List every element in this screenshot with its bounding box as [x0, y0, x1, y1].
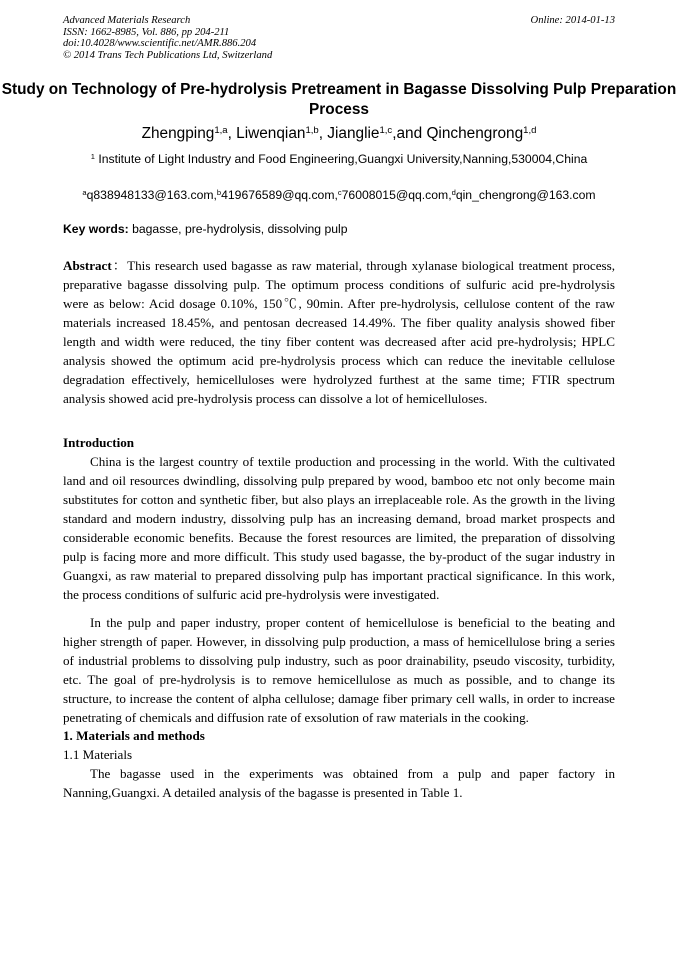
email-list: $^a$q838948133@163.com,$^b$419676589@qq.com,$^c$76008015@qq.com,$^d$qin_chengrong@163.com	[82, 187, 596, 202]
copyright-line: © 2014 Trans Tech Publications Ltd, Switzerland	[63, 49, 273, 61]
affiliation: $^1$ Institute of Light Industry and Food Engineering,Guangxi University,Nanning,530004,China	[90, 151, 588, 166]
author: Liwenqian$^{1,b}$,	[236, 124, 328, 142]
keywords	[63, 222, 348, 237]
materials-subheading: 1.1 Materials	[63, 747, 133, 762]
materials-methods-heading: 1. Materials and methods	[63, 728, 205, 743]
author: and Qinchengrong$^{1,d}$	[396, 124, 537, 142]
abstract-text: This research used bagasse as raw material, through xylanase biological treatment process, preparative bagasse dissolving pulp. The optimum process conditions of sulfuric acid pre-hydrolysis were as below: Acid dosage 0.10%, 150℃, 90min. After pre-hydrolysis, cellulose content of the raw materials increased 18.45%, and pentosan decreased 14.49%. The fiber quality analysis showed fiber length and width were reduced, the tiny fiber content was decreased after acid pre-hydrolysis; HPLC analysis showed the optimum acid pre-hydrolysis process which can reduce the inevitable cellulose degradation effectively, hemicelluloses were hydrolyzed furthest at the same time; FTIR spectrum analysis showed acid pre-hydrolysis process can dissolve a lot of hemicelluloses.	[63, 258, 615, 407]
introduction-paragraph: China is the largest country of textile production and processing in the world. With the cultivated land and oil resources dwindling, dissolving pulp prepared by wood, bamboo etc not only become main substitutes for cotton and synthetic fiber, but also plays an irreplaceable role. As the growth in the living standard and modern industry, dissolving pulp has an increasing demand, broad market prospects and considerable economic benefits. Because the forest resources are limited, the preparation of dissolving pulp is facing more and more difficult. This study used bagasse, the by-product of the sugar industry in Guangxi, as raw material to prepared dissolving pulp has important practical significance. In this work, the process conditions of sulfuric acid pre-hydrolysis were investigated.	[63, 454, 615, 603]
abstract: Abstract：This research used bagasse as raw material, through xylanase biological treatment process, preparative bagasse dissolving pulp. The optimum process conditions of sulfuric acid pre-hydrolysis were as below: Acid dosage 0.10%, 150℃, 90min. After pre-hydrolysis, cellulose content of the raw materials increased 18.45%, and pentosan decreased 14.49%. The fiber quality analysis showed fiber length and width were reduced, the tiny fiber content was decreased after acid pre-hydrolysis; HPLC analysis showed the optimum acid pre-hydrolysis process which can reduce the inevitable cellulose degradation effectively, hemicelluloses were hydrolyzed furthest at the same time; FTIR spectrum analysis showed acid pre-hydrolysis process can dissolve a lot of hemicelluloses.	[63, 258, 615, 407]
introduction-paragraph: In the pulp and paper industry, proper content of hemicellulose is beneficial to the beating and higher strength of paper. However, in dissolving pulp production, a mass of hemicellulose bring a series of industrial problems to dissolving pulp industry, such as poor drainability, pseudo viscosity, turbidity, etc. The goal of pre-hydrolysis is to remove hemicellulose as much as possible, and to change its structure, to increase the content of alpha cellulose; damage fiber primary cell walls, in order to increase penetrating of chemicals and diffusion rate of exsolution of raw materials in the cooking.	[63, 615, 615, 726]
email-link[interactable]: q838948133@163.com	[86, 188, 214, 202]
keywords-text: bagasse, pre-hydrolysis, dissolving pulp	[128, 222, 348, 236]
introduction-heading: Introduction	[63, 435, 135, 450]
issn-line: ISSN: 1662-8985, Vol. 886, pp 204-211	[63, 26, 230, 38]
keywords-label: Key words:	[63, 222, 129, 236]
author: Jianglie$^{1,c}$,	[327, 124, 397, 142]
paper-title: Study on Technology of Pre-hydrolysis Pretreament in Bagasse Dissolving Pulp Preparation Process	[1, 81, 677, 118]
journal-name: Advanced Materials Research	[63, 15, 191, 26]
abstract-label: Abstract	[63, 258, 112, 273]
email-link[interactable]: qin_chengrong@163.com	[455, 188, 596, 202]
email-link[interactable]: 419676589@qq.com	[221, 188, 335, 202]
author: Zhengping$^{1,a}$,	[141, 124, 237, 142]
author-list	[0, 124, 678, 146]
materials-paragraph: The bagasse used in the experiments was obtained from a pulp and paper factory in Nanning,Guangxi. A detailed analysis of the bagasse is presented in Table 1.	[63, 766, 615, 801]
email-link[interactable]: 76008015@qq.com	[341, 188, 449, 202]
doi-line: doi:10.4028/www.scientific.net/AMR.886.204	[63, 38, 257, 49]
online-date: Online: 2014-01-13	[530, 15, 615, 26]
journal-header	[63, 15, 272, 61]
